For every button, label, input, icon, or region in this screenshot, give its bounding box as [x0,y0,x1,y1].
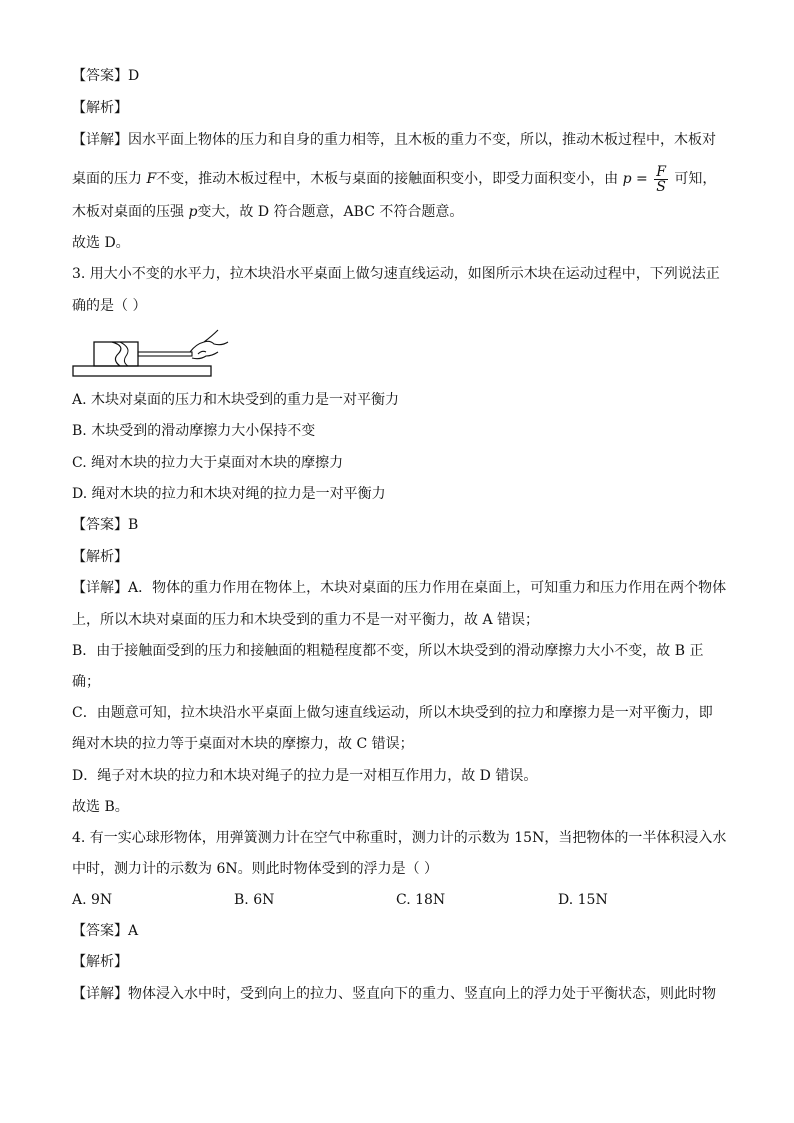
formula-numerator: F [656,163,666,180]
q2-detail-line-3 [72,202,463,222]
q3-detail-line-1 [72,578,726,598]
q3-detail-line-2: 上，所以木块对桌面的压力和木块受到的重力不是一对平衡力，故 A 错误； [72,612,540,628]
q2-detail-text-2c: 可知， [674,171,717,187]
pressure-formula-fraction [654,165,668,194]
q3-detail-line-6: 绳对木块的拉力等于桌面对木块的摩擦力，故 C 错误； [72,736,414,752]
q2-analysis-label: 【解析】 [72,100,128,116]
q4-detail-label: 【详解】 [72,986,128,1002]
table-surface [73,366,211,376]
q3-stem-line-1: 3. 用大小不变的水平力，拉木块沿水平桌面上做匀速直线运动，如图所示木块在运动过程中，下列说法正 [72,266,720,282]
q4-option-a: A. 9N [72,892,113,908]
q2-detail-text-3a: 木板对桌面的压强 [72,204,184,220]
q3-option-a: A. 木块对桌面的压力和木块受到的重力是一对平衡力 [72,392,400,408]
q4-answer-value: A [128,923,139,939]
q2-answer-value: D [128,68,140,84]
q3-option-c: C. 绳对木块的拉力大于桌面对木块的摩擦力 [72,455,344,471]
q3-analysis-label: 【解析】 [72,549,128,565]
wood-grain [112,342,121,366]
q4-analysis-label: 【解析】 [72,954,128,970]
q4-option-d: D. 15N [558,892,608,908]
q3-detail-line-5: C．由题意可知，拉木块沿水平桌面上做匀速直线运动，所以木块受到的拉力和摩擦力是一对平衡力，即 [72,705,713,721]
q3-detail-text-1: A．物体的重力作用在物体上，木块对桌面的压力作用在桌面上，可知重力和压力作用在两个物体 [128,580,727,596]
q2-detail-text-1: 因水平面上物体的压力和自身的重力相等，且木板的重力不变，所以，推动木板过程中，木板对 [128,132,716,148]
q2-detail-line-2 [72,164,716,194]
q2-answer-line [72,66,139,86]
q3-detail-line-4: 确； [72,674,100,690]
formula-denominator: S [656,178,666,195]
q2-detail-line-1 [72,130,716,150]
q3-option-b: B. 木块受到的滑动摩擦力大小保持不变 [72,423,316,439]
q3-answer-label: 【答案】 [72,517,128,533]
q4-detail-text-1: 物体浸入水中时，受到向上的拉力、竖直向下的重力、竖直向上的浮力处于平衡状态，则此时物 [128,986,716,1002]
q3-conclusion: 故选 B。 [72,799,129,815]
q2-var-f: F [146,171,157,187]
q4-answer-label: 【答案】 [72,923,128,939]
q3-detail-line-3: B．由于接触面受到的压力和接触面的粗糙程度都不变，所以木块受到的滑动摩擦力大小不变，故 B 正 [72,643,704,659]
q2-detail-label: 【详解】 [72,132,128,148]
q2-var-p: p [188,204,198,220]
q4-detail-line-1 [72,984,716,1004]
q4-stem-line-1: 4. 有一实心球形物体，用弹簧测力计在空气中称重时，测力计的示数为 15N，当把物体的一半体积浸入水 [72,830,727,846]
q2-detail-text-2b: 不变，推动木板过程中，木板与桌面的接触面积变小，即受力面积变小，由 [156,171,619,187]
rope [138,352,192,356]
wood-grain-2 [120,342,128,366]
q2-detail-text-3b: 变大，故 D 符合题意，ABC 不符合题意。 [197,204,464,220]
q4-stem-line-2: 中时，测力计的示数为 6N。则此时物体受到的浮力是（ ） [72,861,439,877]
q3-answer-value: B [128,517,139,533]
formula-eq: = [636,171,648,187]
q3-answer-line [72,515,138,535]
formula-lhs: p [622,171,632,187]
q3-option-d: D. 绳对木块的拉力和木块对绳的拉力是一对平衡力 [72,486,386,502]
q4-answer-line [72,921,138,941]
q2-answer-label: 【答案】 [72,68,128,84]
hand-drawing [190,330,228,359]
block-on-table-figure [72,326,232,382]
q4-option-b: B. 6N [234,892,275,908]
q2-detail-text-2a: 桌面的压力 [72,171,142,187]
q3-detail-label: 【详解】 [72,580,128,596]
q4-option-c: C. 18N [396,892,446,908]
q3-stem-line-2: 确的是（ ） [72,298,147,314]
q2-conclusion: 故选 D。 [72,235,130,251]
q3-detail-line-7: D．绳子对木块的拉力和木块对绳子的拉力是一对相互作用力，故 D 错误。 [72,768,538,784]
